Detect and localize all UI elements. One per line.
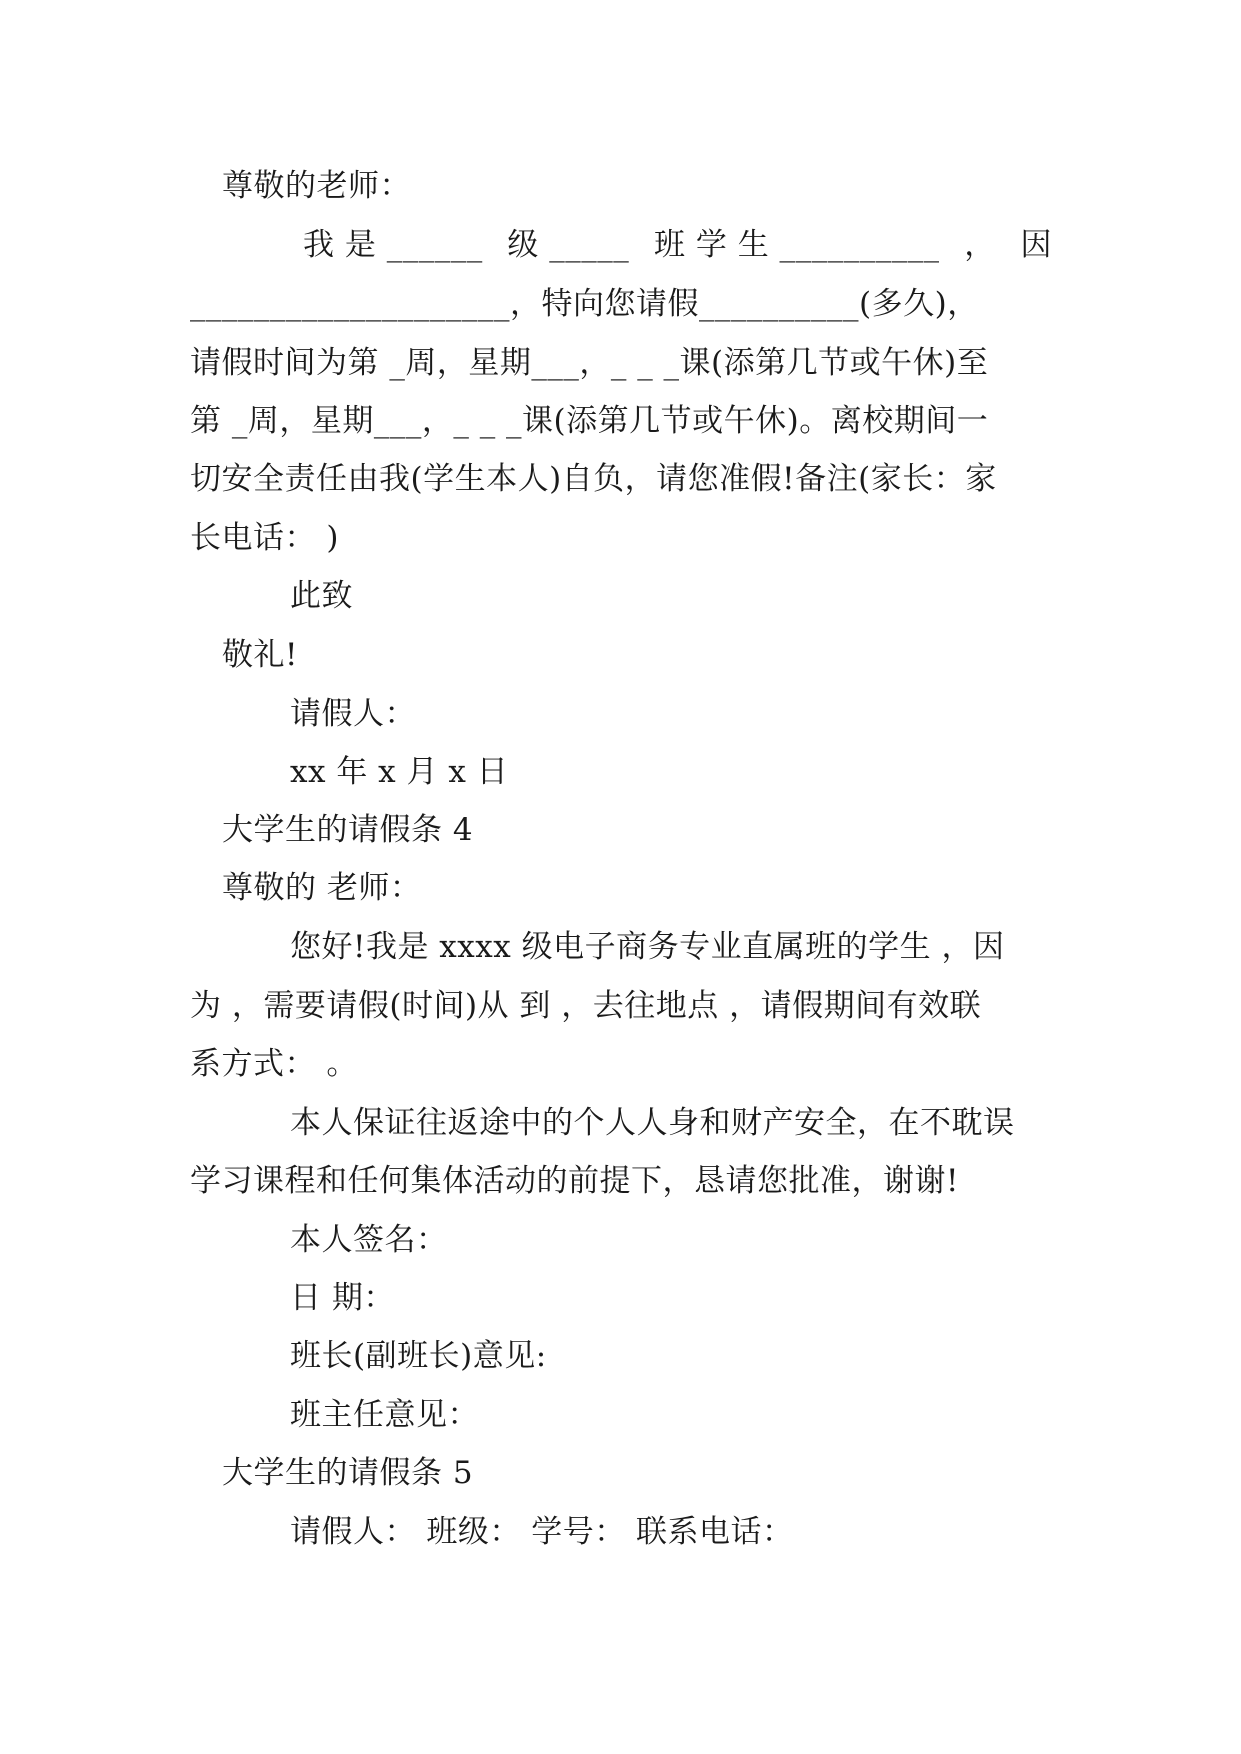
body-4-line-4: 本人保证往返途中的个人人身和财产安全，在不耽误 bbox=[290, 1105, 1015, 1141]
date-line: xx 年 x 月 x 日 bbox=[290, 754, 509, 790]
body-line-1-part-5: 因 bbox=[1020, 227, 1052, 263]
section-title-5: 大学生的请假条 5 bbox=[222, 1455, 474, 1491]
body-line-3: 请假时间为第 _周，星期___，_ _ _课(添第几节或午休)至 bbox=[190, 345, 989, 381]
salutation: 尊敬的老师： bbox=[222, 168, 411, 204]
monitor-opinion-label: 班长(副班长)意见: bbox=[290, 1338, 547, 1374]
body-line-1 bbox=[190, 225, 1052, 265]
applicant-label: 请假人： bbox=[290, 696, 416, 732]
salutation-4: 尊敬的 老师： bbox=[222, 870, 422, 906]
body-line-1-part-1: 我 是 ______ bbox=[303, 227, 483, 263]
body-4-line-2: 为 ，需要请假(时间)从 到 ，去往地点 ，请假期间有效联 bbox=[190, 988, 982, 1024]
body-4-line-3: 系方式： 。 bbox=[190, 1046, 358, 1082]
closing-greeting: 此致 bbox=[290, 578, 353, 614]
body-line-6: 长电话： ) bbox=[190, 520, 339, 556]
body-line-1-part-2: 级 _____ bbox=[507, 227, 630, 263]
signature-label: 本人签名： bbox=[290, 1222, 448, 1258]
body-4-line-1: 您好!我是 xxxx 级电子商务专业直属班的学生 ，因 bbox=[290, 929, 1005, 965]
date-label: 日 期： bbox=[290, 1280, 395, 1316]
form-fields-line: 请假人： 班级： 学号： 联系电话： bbox=[290, 1514, 794, 1550]
body-line-1-part-3: 班 学 生 __________ bbox=[653, 227, 940, 263]
section-title-4: 大学生的请假条 4 bbox=[222, 812, 474, 848]
head-teacher-opinion-label: 班主任意见： bbox=[290, 1397, 479, 1433]
body-line-5: 切安全责任由我(学生本人)自负，请您准假!备注(家长：家 bbox=[190, 461, 997, 497]
body-line-4: 第 _周，星期___，_ _ _课(添第几节或午休)。离校期间一 bbox=[190, 403, 989, 439]
body-line-1-part-4: ， bbox=[964, 227, 996, 263]
body-4-line-5: 学习课程和任何集体活动的前提下，恳请您批准，谢谢! bbox=[190, 1163, 959, 1199]
body-line-2: ____________________，特向您请假__________(多久)， bbox=[190, 286, 979, 322]
closing-salute: 敬礼! bbox=[222, 637, 298, 673]
